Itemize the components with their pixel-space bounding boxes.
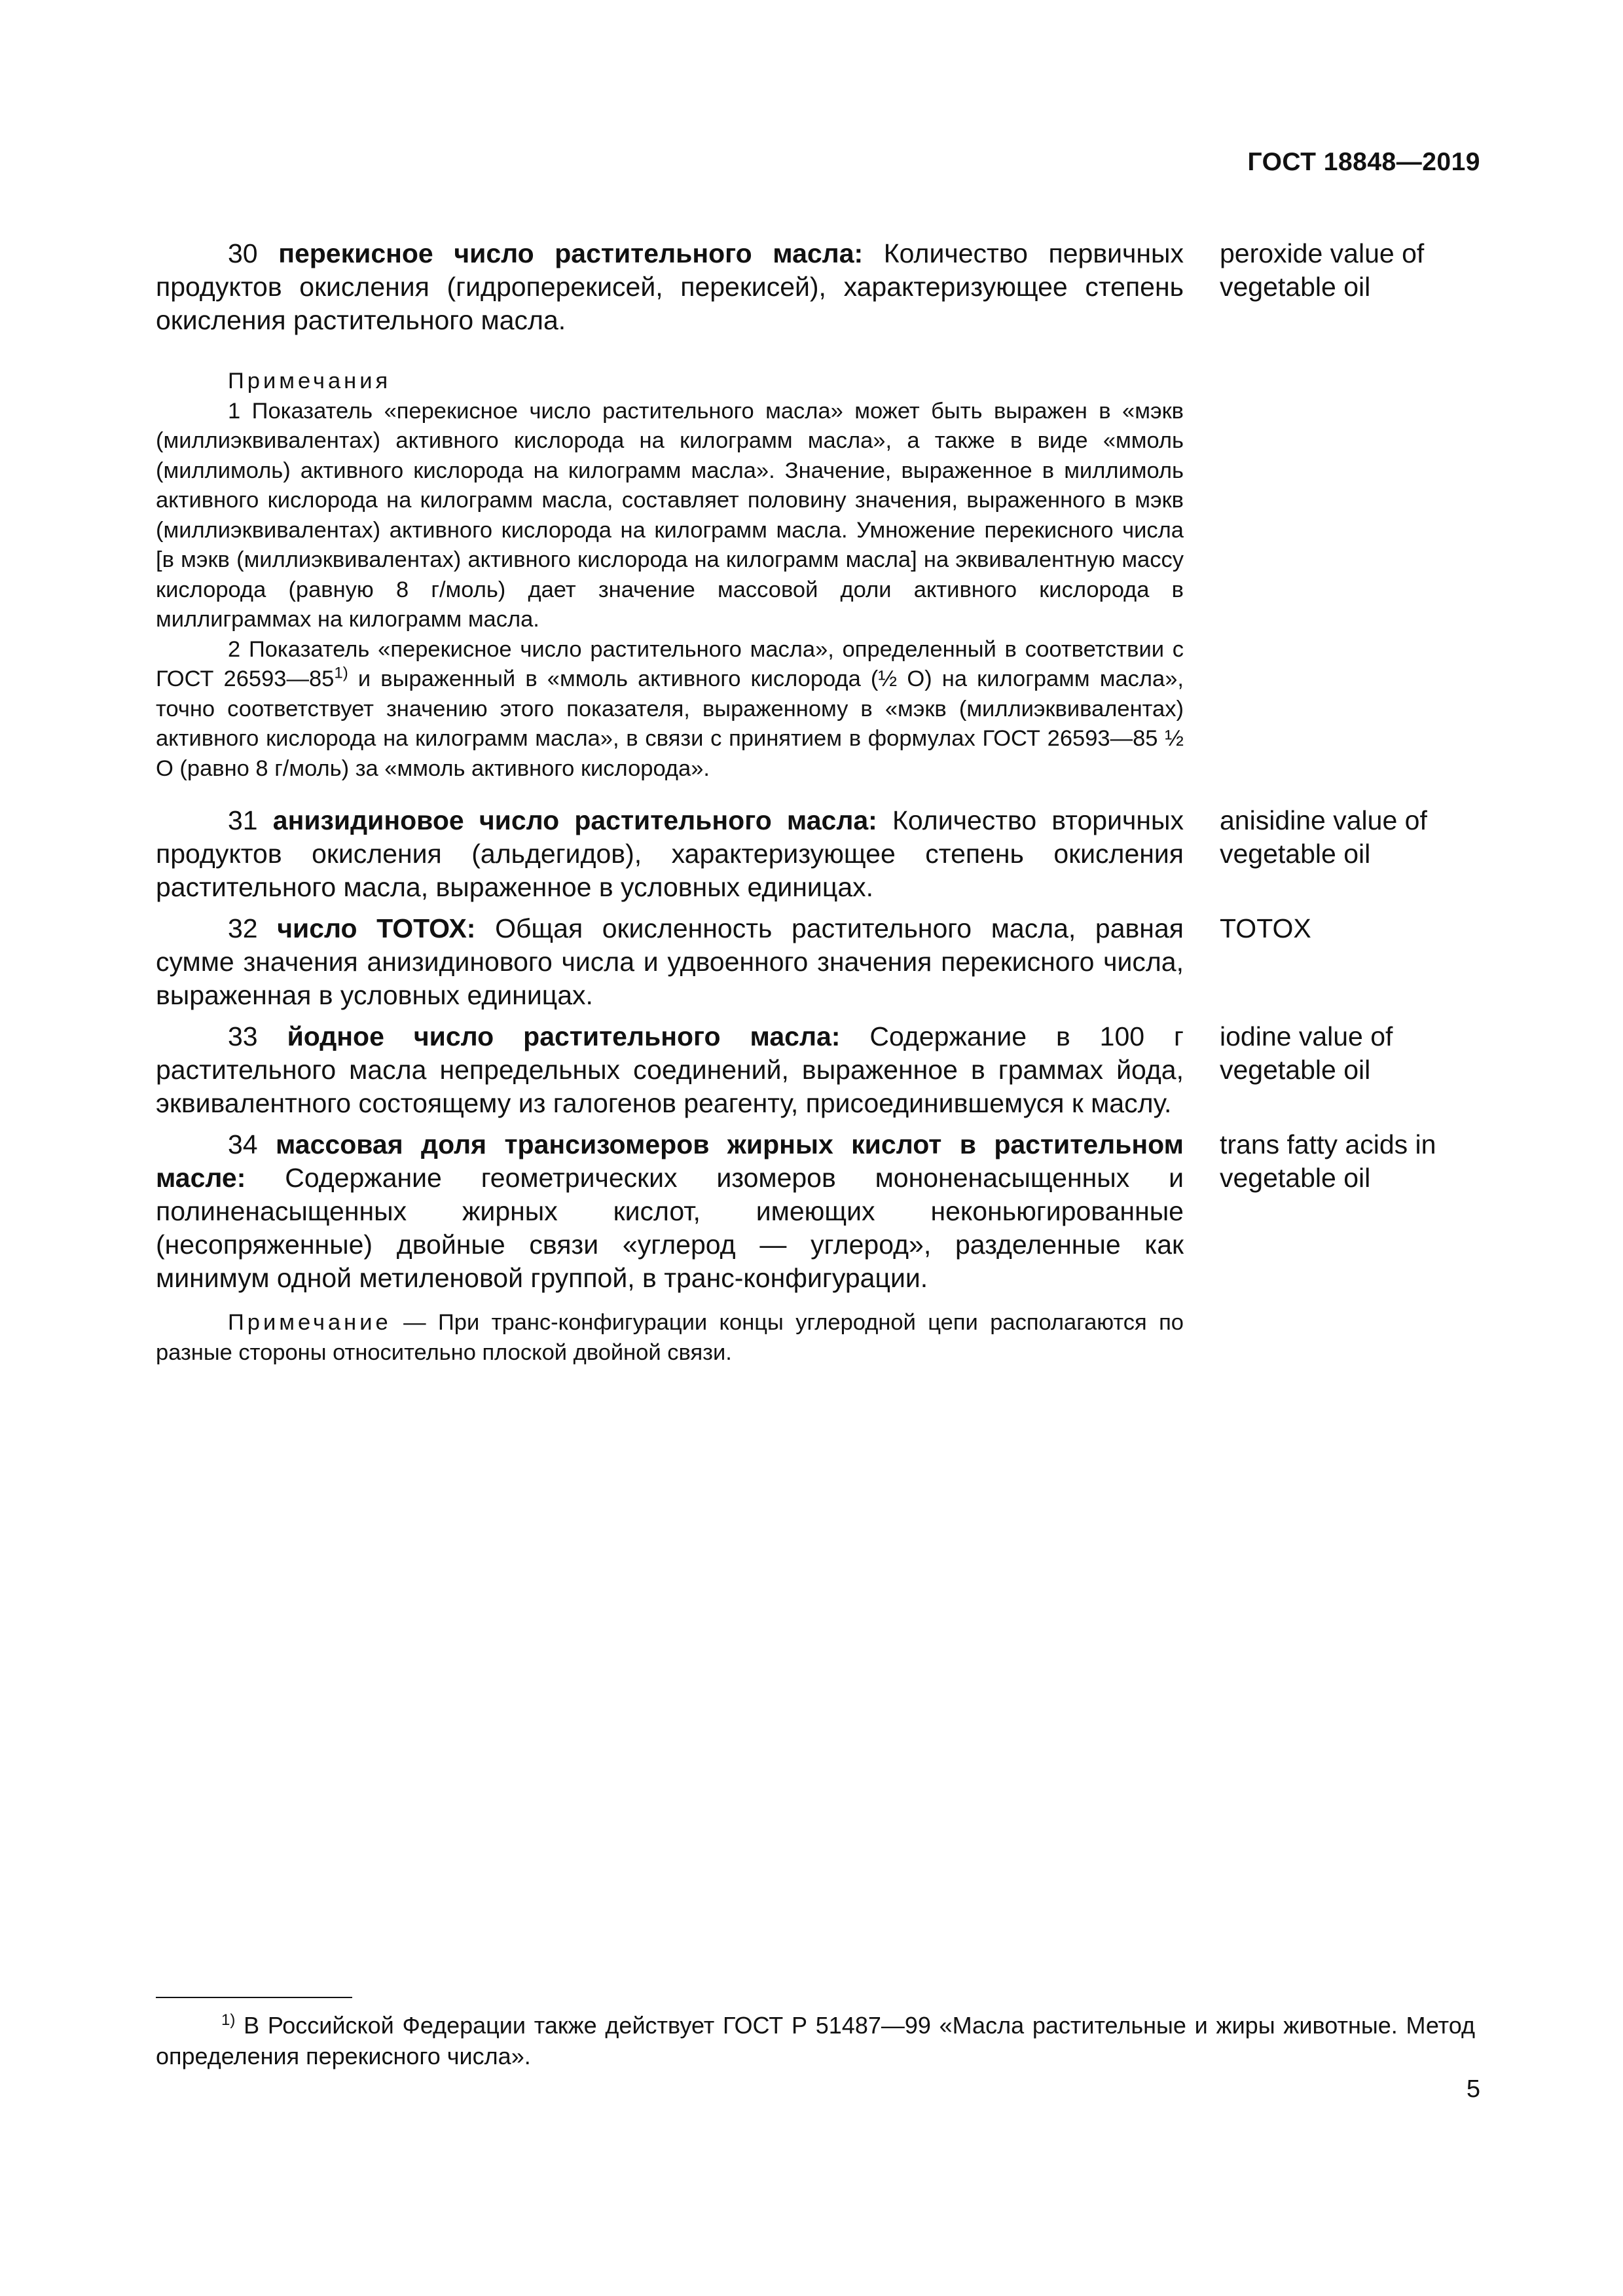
page-number: 5	[1466, 2075, 1480, 2103]
term-name: число ТОТОХ:	[277, 913, 476, 943]
footnote-marker: 1)	[221, 2011, 236, 2029]
footnote-ref: 1)	[334, 664, 348, 682]
term-text	[156, 912, 1184, 1012]
notes-block	[156, 367, 1184, 784]
english-equivalent: TOTOX	[1220, 913, 1311, 943]
term-definition: Содержание в 100 г растительного масла непредельных соединений, выраженное в граммах йода, эквивалентного состоящему из галогенов реагенту, присоединившемуся к маслу.	[156, 1021, 1184, 1118]
term-name: йодное число растительного масла:	[287, 1021, 841, 1051]
document-header: ГОСТ 18848—2019	[1247, 148, 1480, 176]
term-name: массовая доля трансизомеров жирных кислот в растительном масле:	[156, 1129, 1184, 1193]
note-text: — При транс-конфигурации концы углеродной цепи располагаются по разные стороны относительно плоской двойной связи.	[156, 1310, 1184, 1365]
note-label: Примечание	[228, 1310, 392, 1335]
term-definition: Содержание геометрических изомеров мононенасыщенных и полиненасыщенных жирных кислот, имеющих неконьюгированные (несопряженные) двойные связи «углерод — углерод», разделенные как минимум одной метиленовой группой, в транс-конфигурации.	[156, 1163, 1184, 1293]
term-definition: Количество первичных продуктов окисления (гидроперекисей, перекисей), характеризующее степень окисления растительного масла.	[156, 238, 1184, 335]
footnote-divider	[156, 1997, 352, 1998]
notes-title: Примечания	[228, 369, 392, 393]
term-number: 32	[228, 913, 258, 943]
term-name: анизидиновое число растительного масла:	[272, 805, 877, 835]
term-text	[156, 237, 1184, 337]
english-equivalent: trans fatty acids in vegetable oil	[1220, 1129, 1436, 1193]
term-text	[156, 1020, 1184, 1120]
english-equivalent: peroxide value of vegetable oil	[1220, 238, 1425, 302]
english-equivalent: anisidine value of vegetable oil	[1220, 805, 1427, 869]
term-number: 34	[228, 1129, 258, 1159]
term-definition: Количество вторичных продуктов окисления (альдегидов), характеризующее степень окисления растительного масла, выраженное в условных единицах.	[156, 805, 1184, 902]
term-name: перекисное число растительного масла:	[278, 238, 864, 268]
term-text	[156, 804, 1184, 904]
footnote-text: В Российской Федерации также действует ГОСТ Р 51487—99 «Масла растительные и жиры животные. Метод определения перекисного числа».	[156, 2012, 1475, 2069]
term-number: 33	[228, 1021, 258, 1051]
term-text	[156, 1128, 1184, 1295]
note-1: 1 Показатель «перекисное число растительного масла» может быть выражен в «мэкв (миллиэквивалентах) активного кислорода на килограмм масла», а также в виде «ммоль (миллимоль) активного кислорода на килограмм масла». Значение, выраженное в миллимоль активного кислорода на килограмм масла, составляет половину значения, выраженного в мэкв (миллиэквивалентах) активного кислорода на килограмм масла. Умножение перекисного числа [в мэкв (миллиэквивалентах) активного кислорода на килограмм масла] на эквивалентную массу кислорода (равную 8 г/моль) дает значение массовой доли активного кислорода в миллиграммах на килограмм масла.	[156, 398, 1184, 632]
english-equivalent: iodine value of vegetable oil	[1220, 1021, 1393, 1085]
term-number: 30	[228, 238, 258, 268]
term-definition: Общая окисленность растительного масла, равная сумме значения анизидинового числа и удвоенного значения перекисного числа, выраженная в условных единицах.	[156, 913, 1184, 1010]
footnote	[156, 2010, 1475, 2071]
term-number: 31	[228, 805, 258, 835]
note-2: 2 Показатель «перекисное число растительного масла», определенный в соответствии с ГОСТ 26593—85$^{1)}$ и выраженный в «ммоль активного кислорода (½ О) на килограмм масла», точно соответствует значению этого показателя, выраженному в «мэкв (миллиэквивалентах) активного кислорода на килограмм масла», в связи с принятием в формулах ГОСТ 26593—85 ½ О (равно 8 г/моль) за «ммоль активного кислорода».	[156, 636, 1184, 781]
note-34	[156, 1308, 1184, 1368]
